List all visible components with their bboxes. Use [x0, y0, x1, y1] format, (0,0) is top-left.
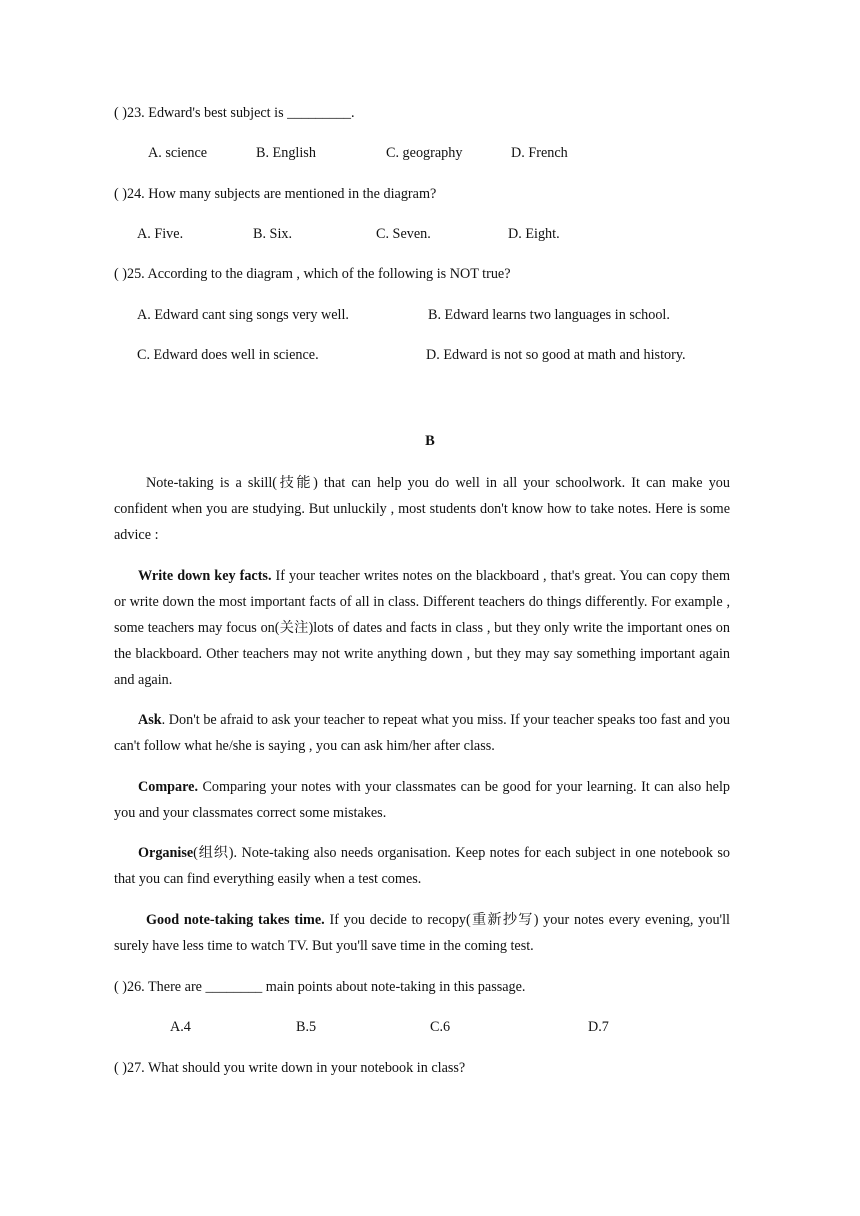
passage-point-3 — [114, 774, 730, 826]
question-25-stem: ( )25. According to the diagram , which of the following is NOT true? — [114, 266, 511, 282]
question-26-option-a: A.4 — [170, 1019, 191, 1035]
question-24-stem: ( )24. How many subjects are mentioned in the diagram? — [114, 186, 437, 202]
question-23-option-c: C. geography — [386, 145, 463, 161]
point-2-text: . Don't be afraid to ask your teacher to repeat what you miss. If your teacher speaks too fast and you can't follow what he/she is saying , you can ask him/her after class. — [114, 712, 730, 754]
passage-point-5 — [114, 907, 730, 959]
question-23-stem: ( )23. Edward's best subject is _________. — [114, 105, 355, 121]
question-25-option-b: B. Edward learns two languages in school. — [428, 307, 670, 323]
question-25-option-d: D. Edward is not so good at math and history. — [426, 347, 686, 363]
point-5-text: If you decide to recopy(重新抄写) your notes every evening, you'll surely have less time to watch TV. But you'll save time in the coming test. — [114, 912, 730, 954]
point-5-title: Good note-taking takes time. — [146, 912, 325, 928]
question-24-option-b: B. Six. — [253, 226, 293, 242]
point-1-title: Write down key facts. — [138, 568, 272, 584]
question-24-option-c: C. Seven. — [376, 226, 431, 242]
question-23-option-d: D. French — [511, 145, 568, 161]
point-1-text: If your teacher writes notes on the blackboard , that's great. You can copy them or write down the most important facts of all in class. Different teachers do things differently. For example , some teachers may focus on(关注)lots of dates and facts in class , but they only write the important ones on the blackboard. Other teachers may not write anything down , but they may say something important again and again. — [114, 568, 730, 688]
passage-point-1 — [114, 563, 730, 693]
section-heading: B — [425, 433, 435, 449]
question-26-option-c: C.6 — [430, 1019, 451, 1035]
question-23-option-b: B. English — [256, 145, 316, 161]
point-4-title: Organise — [138, 845, 194, 861]
point-4-text: (组织). Note-taking also needs organisation. Keep notes for each subject in one notebook so that you can find everything easily when a test comes. — [114, 845, 730, 887]
question-23-option-a: A. science — [148, 145, 208, 161]
passage-point-4 — [114, 840, 730, 892]
question-25-option-c: C. Edward does well in science. — [137, 347, 319, 363]
passage-intro: Note-taking is a skill(技能) that can help you do well in all your schoolwork. It can make you confident when you are studying. But unluckily , most students don't know how to take notes. Here is some advice : — [114, 475, 730, 543]
question-26-option-d: D.7 — [588, 1019, 609, 1035]
question-27-stem: ( )27. What should you write down in your notebook in class? — [114, 1060, 466, 1076]
question-25-option-a: A. Edward cant sing songs very well. — [137, 307, 349, 323]
question-24-option-d: D. Eight. — [508, 226, 560, 242]
point-3-title: Compare. — [138, 779, 199, 795]
question-26-stem: ( )26. There are ________ main points about note-taking in this passage. — [114, 979, 526, 995]
point-2-title: Ask — [138, 712, 162, 728]
question-24-option-a: A. Five. — [137, 226, 184, 242]
point-3-text: Comparing your notes with your classmates can be good for your learning. It can also help you and your classmates correct some mistakes. — [114, 779, 730, 821]
question-26-option-b: B.5 — [296, 1019, 317, 1035]
passage-point-2 — [114, 707, 730, 759]
